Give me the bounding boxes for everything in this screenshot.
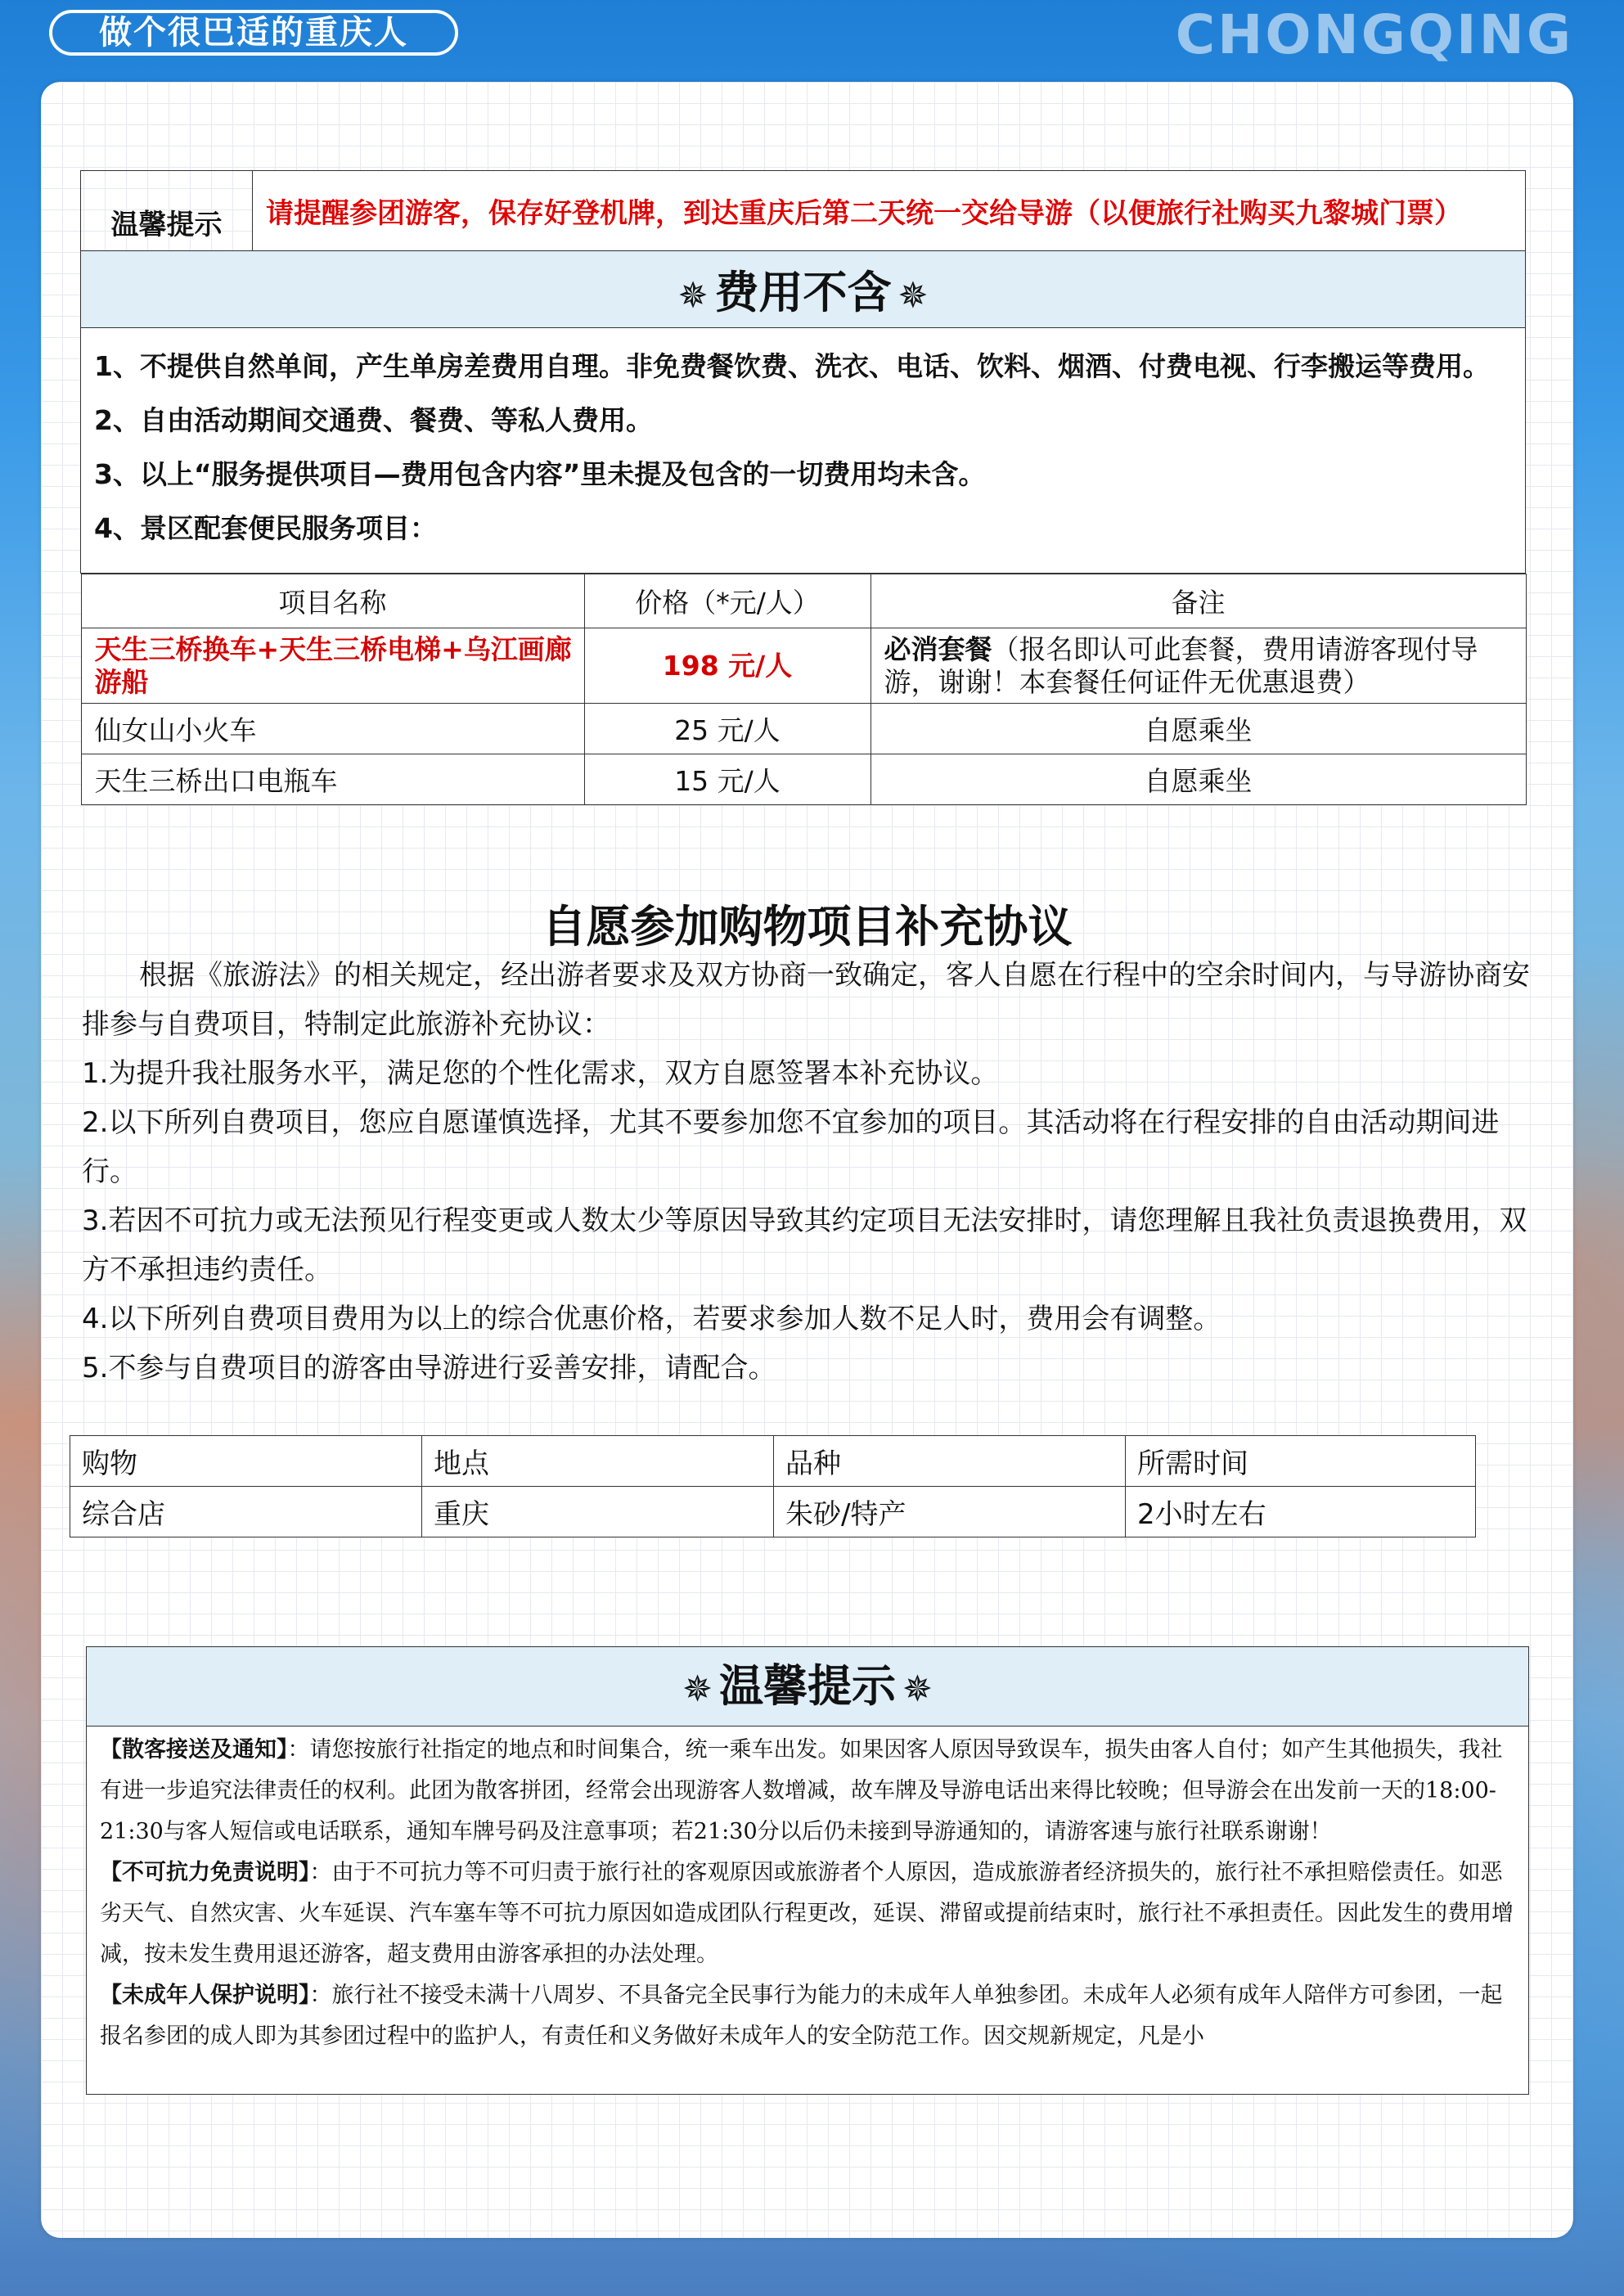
item-price: 25 元/人 <box>584 704 870 754</box>
fee-item: 4、景区配套便民服务项目： <box>94 512 437 544</box>
warm-tips-body <box>87 1727 1528 2090</box>
note-rest: （报名即认可此套餐，费用请游客现付导游，谢谢！本套餐任何证件无优惠退费） <box>884 633 1478 698</box>
table-header-row <box>70 1436 1476 1487</box>
item-price: 198 元/人 <box>584 628 870 704</box>
tip-paragraph <box>100 1730 1515 1853</box>
tip-text: 请提醒参团游客，保存好登机牌，到达重庆后第二天统一交给导游（以便旅行社购买九黎城门票） <box>253 171 1526 251</box>
table-row <box>81 704 1526 754</box>
item-note: 自愿乘坐 <box>870 754 1526 805</box>
item-price: 15 元/人 <box>584 754 870 805</box>
fee-item: 3、以上“服务提供项目—费用包含内容”里未提及包含的一切费用均未含。 <box>94 458 986 490</box>
table-row <box>70 1487 1476 1537</box>
tip-label: 温馨提示 <box>81 171 253 251</box>
tip-section-text: ：请您按旅行社指定的地点和时间集合，统一乘车出发。如果因客人原因导致误车，损失由客人自付；如产生其他损失，我社有进一步追究法律责任的权利。此团为散客拼团，经常会出现游客人数增减，故车牌及导游电话出来得比较晚；但导游会在出发前一天的18:00-21:30与客人短信或电话联系，通知车牌号码及注意事项；若21:30分以后仍未接到导游通知的，请游客速与旅行社联系谢谢！ <box>100 1737 1503 1844</box>
item-name: 天生三桥出口电瓶车 <box>81 754 584 805</box>
agreement-title: 自愿参加购物项目补充协议 <box>542 901 1073 952</box>
slogan-pill: 做个很巴适的重庆人 <box>49 10 458 56</box>
col-header: 地点 <box>422 1436 774 1487</box>
agreement-point: 1.为提升我社服务水平，满足您的个性化需求，双方自愿签署本补充协议。 <box>82 1057 999 1090</box>
star-icon: ✵ <box>682 1668 713 1710</box>
tip-section-label: 【未成年人保护说明】 <box>100 1983 310 2008</box>
agreement-point: 4.以下所列自费项目费用为以上的综合优惠价格，若要求参加人数不足人时，费用会有调整。 <box>82 1303 1221 1335</box>
star-icon: ✵ <box>902 1668 933 1710</box>
fee-item: 1、不提供自然单间，产生单房差费用自理。非免费餐饮费、洗衣、电话、饮料、烟酒、付费电视、行李搬运等费用。 <box>94 350 1490 382</box>
note-bold: 必消套餐 <box>884 633 992 665</box>
agreement-point: 5.不参与自费项目的游客由导游进行妥善安排，请配合。 <box>82 1352 776 1384</box>
tip-section-label: 【不可抗力免责说明】 <box>100 1860 310 1885</box>
star-icon: ✵ <box>897 275 929 317</box>
fee-items <box>81 328 1526 574</box>
table-cell: 综合店 <box>70 1487 422 1537</box>
tip-section-text: ：旅行社不接受未满十八周岁、不具备完全民事行为能力的未成年人单独参团。未成年人必须有成年人陪伴方可参团，一起报名参团的成人即为其参团过程中的监护人，有责任和义务做好未成年人的安全防范工作。因交规新规定，凡是小 <box>100 1983 1503 2049</box>
agreement-point: 2.以下所列自费项目，您应自愿谨慎选择，尤其不要参加您不宜参加的项目。其活动将在行程安排的自由活动期间进行。 <box>82 1106 1500 1188</box>
brand-text: CHONGQING <box>1175 3 1573 66</box>
item-note <box>870 628 1526 704</box>
col-header: 备注 <box>870 574 1526 628</box>
agreement-body <box>82 951 1546 1393</box>
table-cell: 2小时左右 <box>1126 1487 1476 1537</box>
col-header: 购物 <box>70 1436 422 1487</box>
shopping-table <box>70 1435 1476 1537</box>
col-header: 价格（*元/人） <box>584 574 870 628</box>
col-header: 所需时间 <box>1126 1436 1476 1487</box>
tip-paragraph <box>100 1975 1515 2057</box>
warm-tips-box <box>86 1646 1529 2095</box>
tip-section-text: ：由于不可抗力等不可归责于旅行社的客观原因或旅游者个人原因，造成旅游者经济损失的，旅行社不承担赔偿责任。如恶劣天气、自然灾害、火车延误、汽车塞车等不可抗力原因如造成团队行程更改，延误、滞留或提前结束时，旅行社不承担责任。因此发生的费用增减，按未发生费用退还游客，超支费用由游客承担的办法处理。 <box>100 1860 1514 1967</box>
fee-table <box>80 170 1526 805</box>
table-cell: 重庆 <box>422 1487 774 1537</box>
agreement-intro: 根据《旅游法》的相关规定，经出游者要求及双方协商一致确定，客人自愿在行程中的空余时间内，与导游协商安排参与自费项目，特制定此旅游补充协议： <box>82 959 1530 1041</box>
star-icon: ✵ <box>677 275 709 317</box>
item-note: 自愿乘坐 <box>870 704 1526 754</box>
col-header: 项目名称 <box>81 574 584 628</box>
col-header: 品种 <box>774 1436 1126 1487</box>
table-row <box>81 754 1526 805</box>
document-card <box>41 82 1573 2238</box>
tip-paragraph <box>100 1853 1515 1975</box>
fee-title: 费用不含 <box>714 267 892 318</box>
table-row <box>81 628 1526 704</box>
fee-item: 2、自由活动期间交通费、餐费、等私人费用。 <box>94 404 653 436</box>
agreement-point: 3.若因不可抗力或无法预见行程变更或人数太少等原因导致其约定项目无法安排时，请您理解且我社负责退换费用，双方不承担违约责任。 <box>82 1204 1527 1286</box>
table-cell: 朱砂/特产 <box>774 1487 1126 1537</box>
warm-tips-title: 温馨提示 <box>719 1660 896 1712</box>
tip-section-label: 【散客接送及通知】 <box>100 1737 288 1763</box>
warm-tips-title-row <box>87 1647 1528 1727</box>
fee-title-row <box>81 251 1526 328</box>
item-name: 仙女山小火车 <box>81 704 584 754</box>
service-items-table <box>81 574 1527 805</box>
item-name: 天生三桥换车+天生三桥电梯+乌江画廊游船 <box>81 628 584 704</box>
